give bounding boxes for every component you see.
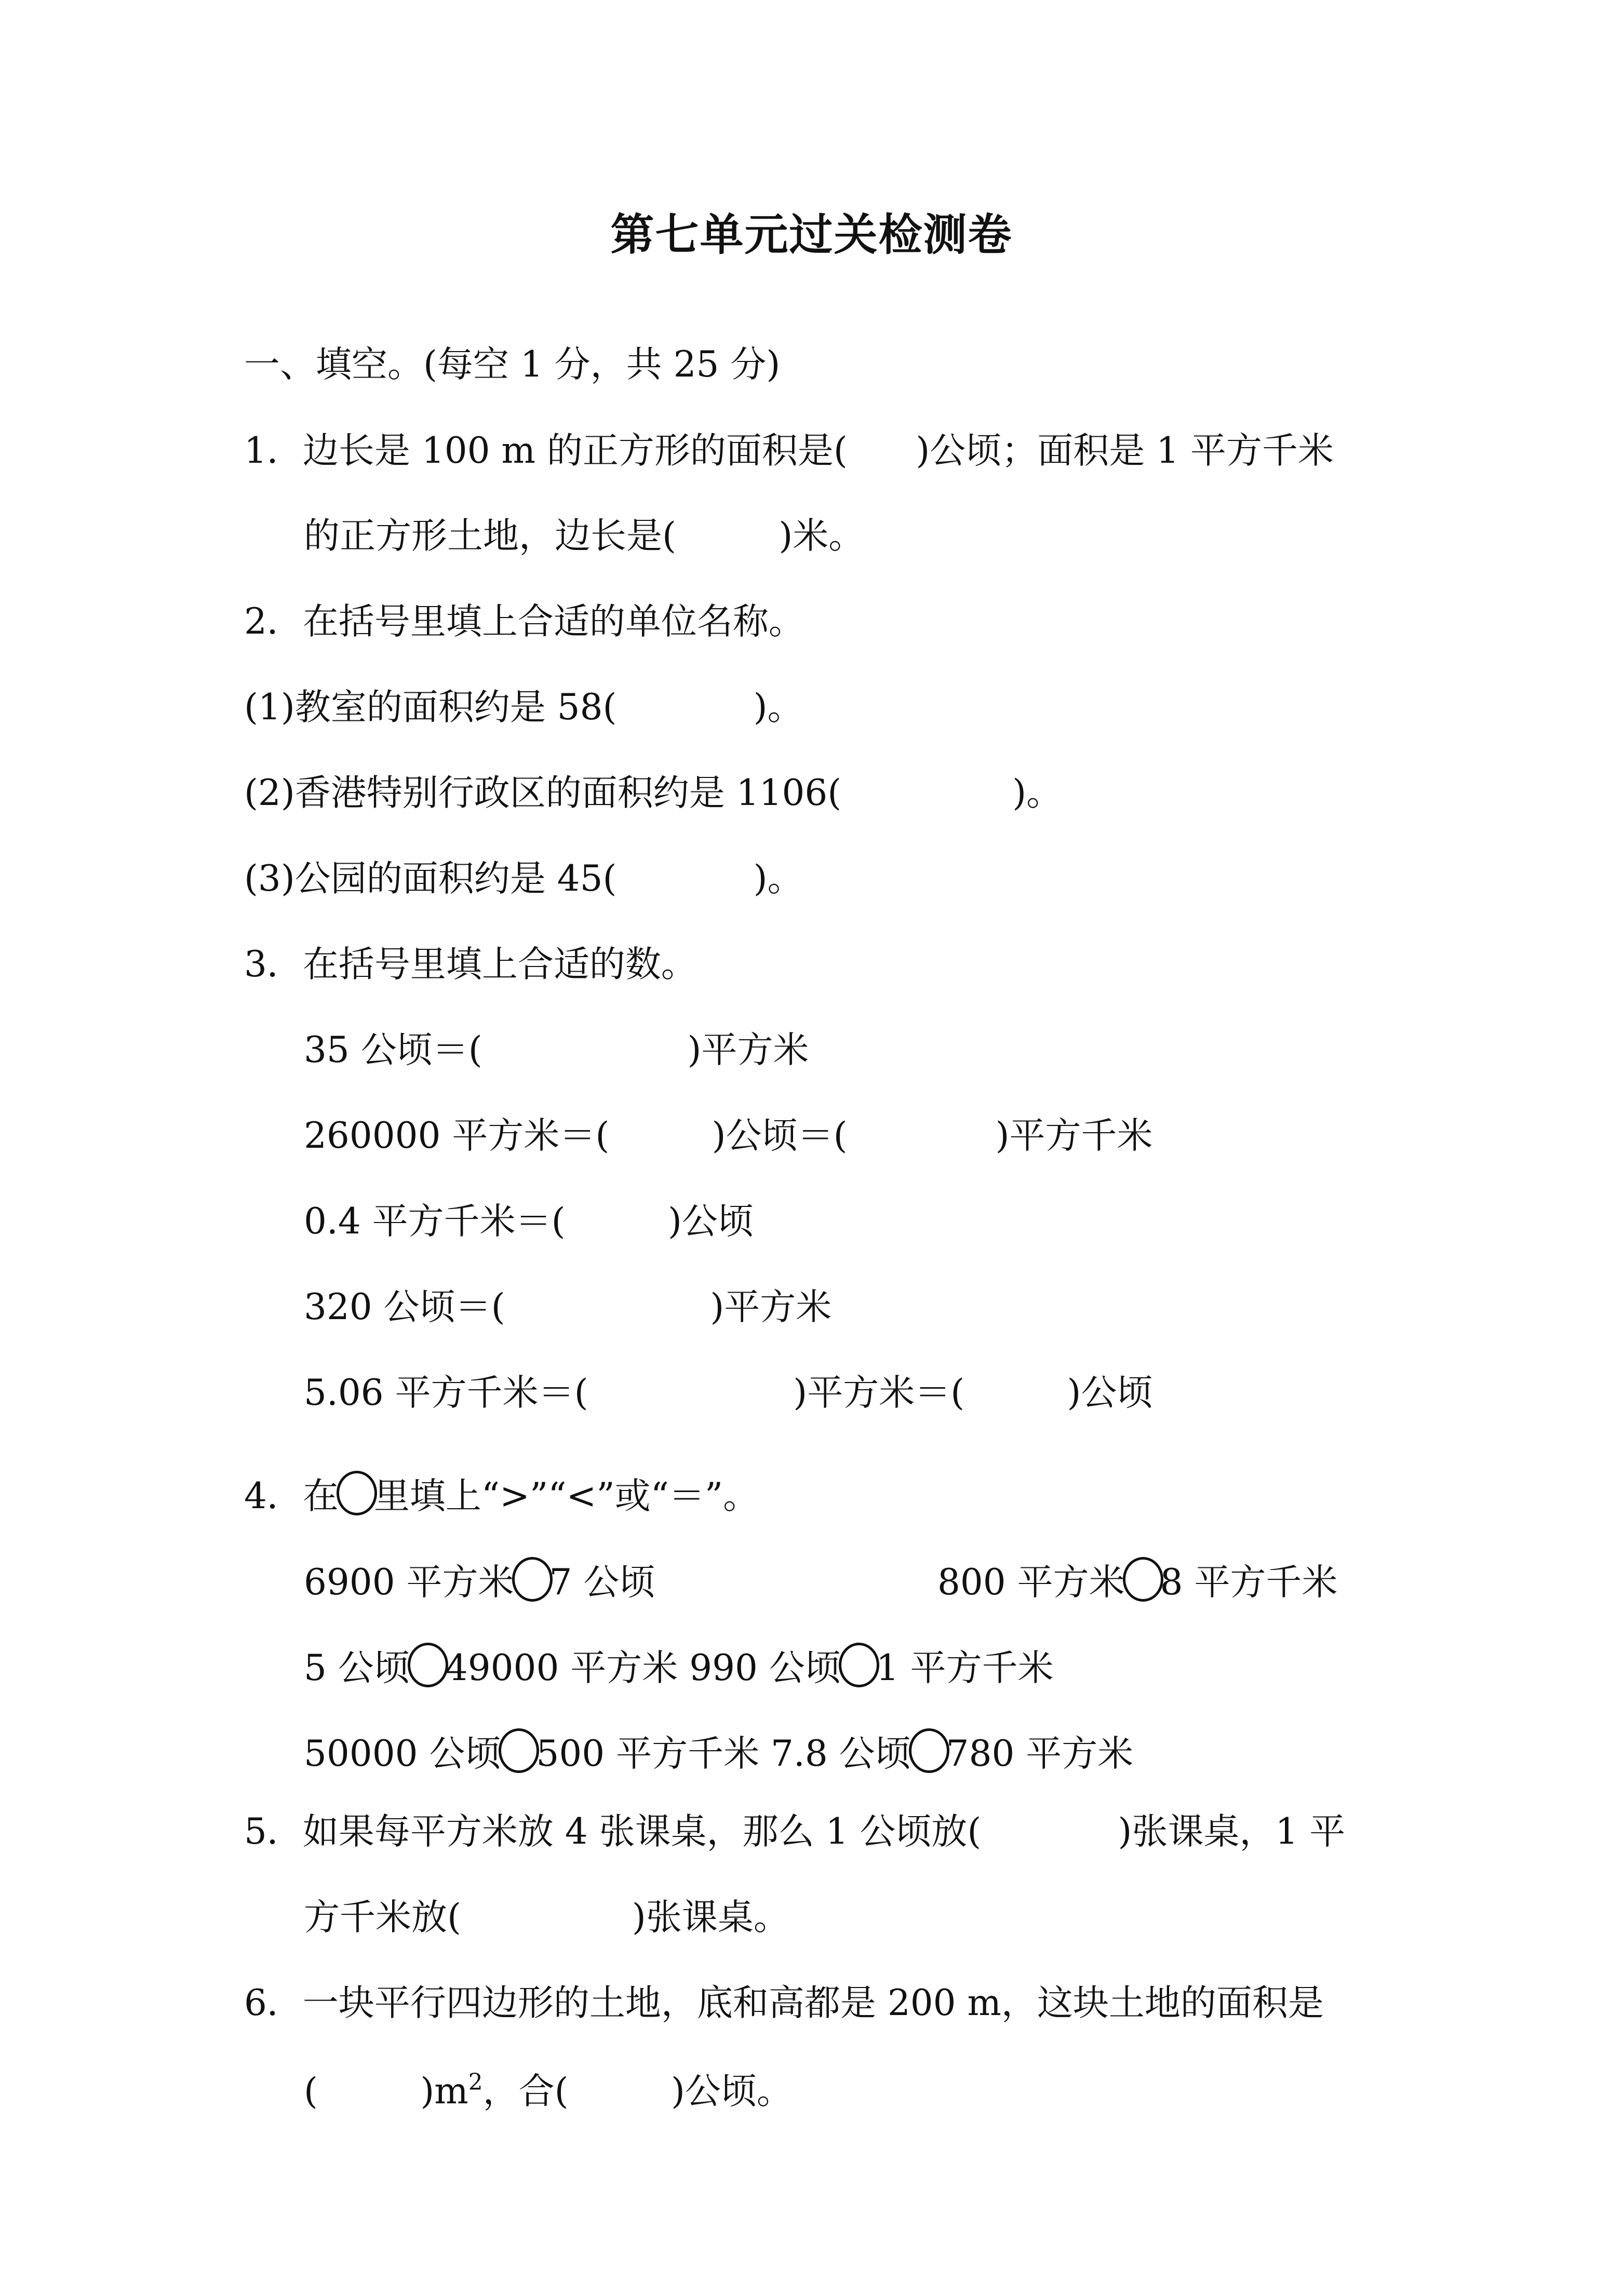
q4-r3-b: 500 平方千米 7.8 公顷 [536, 1733, 911, 1775]
q4-r1r-b: 8 平方千米 [1160, 1562, 1338, 1603]
q4-r1r-a: 800 平方米 [937, 1562, 1125, 1603]
q4-r1l-a: 6900 平方米 [304, 1562, 514, 1603]
answer-circle-icon[interactable] [1123, 1557, 1163, 1602]
answer-circle-icon[interactable] [909, 1728, 949, 1773]
q4-r3-c: 780 平方米 [946, 1733, 1134, 1775]
q2-item-2: (2)香港特别行政区的面积约是 1106( )。 [244, 772, 1063, 814]
q4-r2-a: 5 公顷 [304, 1647, 410, 1689]
q4-r2-b: 49000 平方米 990 公顷 [445, 1647, 841, 1689]
answer-circle-icon[interactable] [839, 1643, 879, 1687]
q5-line1: 5．如果每平方米放 4 张课桌，那么 1 公顷放( )张课桌，1 平 [244, 1811, 1346, 1852]
q6-line1: 6．一块平行四边形的土地，底和高都是 200 m，这块土地的面积是 [244, 1982, 1324, 2024]
q6-line2 [304, 2071, 793, 2110]
q6-l2-a: ( )m [304, 2071, 468, 2112]
section-heading: 一、填空。(每空 1 分，共 25 分) [244, 344, 781, 385]
answer-circle-icon[interactable] [512, 1557, 553, 1602]
answer-circle-icon[interactable] [408, 1643, 448, 1687]
q2-item-1: (1)教室的面积约是 58( )。 [244, 687, 803, 728]
page-title: 第七单元过关检测卷 [610, 209, 1013, 260]
q6-l2-b: ，合( )公顷。 [482, 2071, 793, 2112]
q3-item-4: 320 公顷＝( )平方米 [304, 1286, 832, 1328]
q4-row2 [304, 1643, 1054, 1687]
q3-stem: 3．在括号里填上合适的数。 [244, 944, 697, 985]
q4-row1-left [304, 1557, 655, 1602]
q4-r1l-b: 7 公顷 [549, 1562, 655, 1603]
q3-item-5: 5.06 平方千米＝( )平方米＝( )公顷 [304, 1372, 1153, 1414]
answer-circle-icon[interactable] [499, 1728, 539, 1773]
q5-line2: 方千米放( )张课桌。 [304, 1897, 789, 1938]
q6-sup: 2 [468, 2069, 483, 2096]
compare-circle-icon [337, 1471, 377, 1515]
q2-stem: 2．在括号里填上合适的单位名称。 [244, 601, 804, 642]
q4-row1-right [937, 1557, 1337, 1602]
q1-line2: 的正方形土地，边长是( )米。 [304, 515, 865, 557]
q4-stem-after: 里填上“>”“<”或“＝”。 [373, 1475, 759, 1517]
q3-item-1: 35 公顷＝( )平方米 [304, 1029, 809, 1071]
q2-item-3: (3)公园的面积约是 45( )。 [244, 858, 803, 899]
q1-line1: 1．边长是 100 m 的正方形的面积是( )公顷；面积是 1 平方千米 [244, 430, 1334, 472]
q3-item-3: 0.4 平方千米＝( )公顷 [304, 1201, 754, 1242]
q4-row3 [304, 1728, 1133, 1773]
q3-item-2: 260000 平方米＝( )公顷＝( )平方千米 [304, 1115, 1153, 1157]
q4-stem-before: 4．在 [244, 1475, 339, 1517]
q4-stem [244, 1471, 759, 1515]
q4-r3-a: 50000 公顷 [304, 1733, 501, 1775]
q4-r2-c: 1 平方千米 [876, 1647, 1054, 1689]
